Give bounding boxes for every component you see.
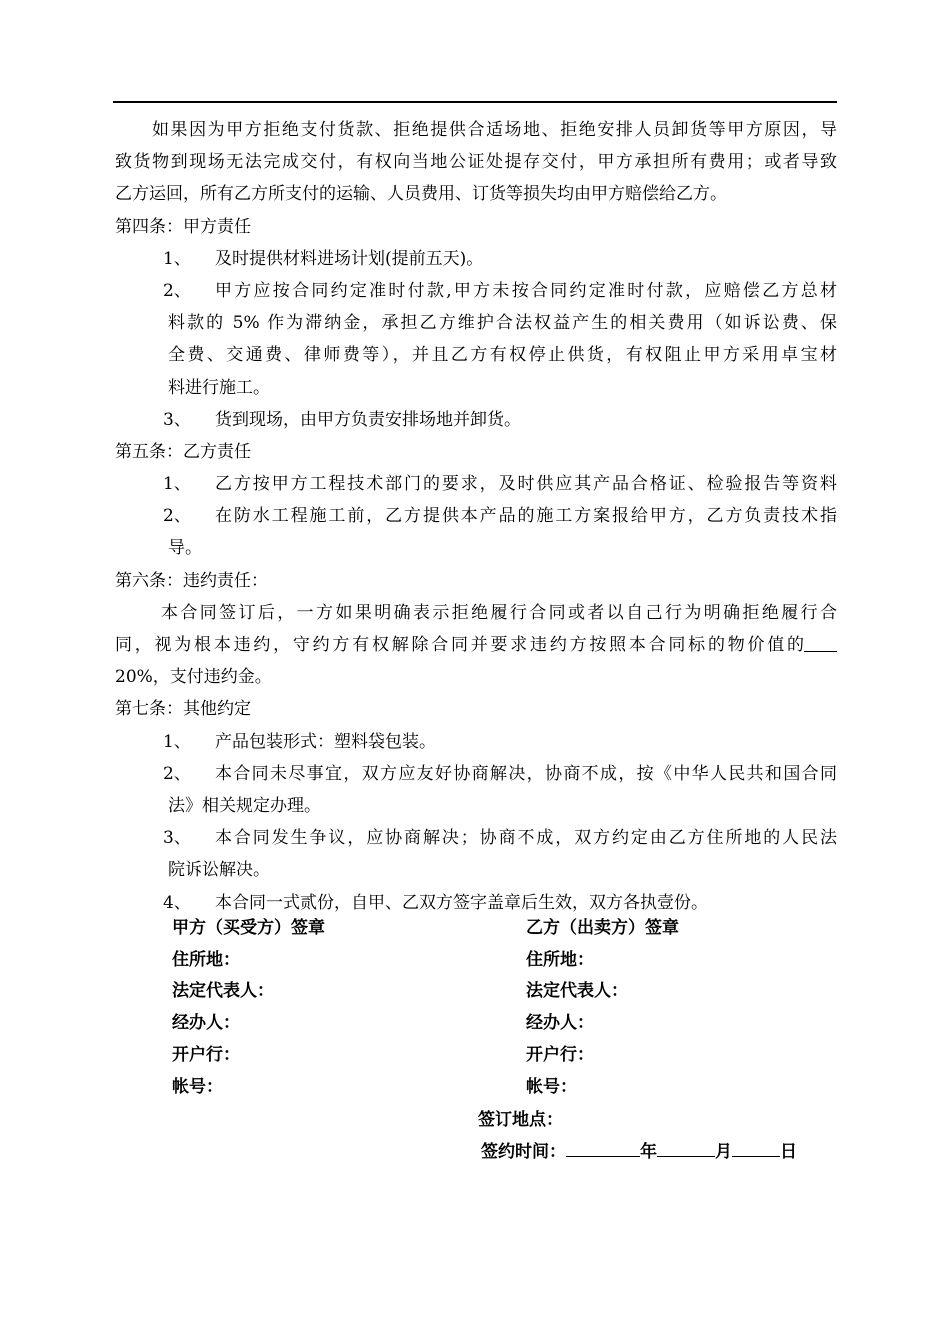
item-text: 本合同一式贰份，自甲、乙双方签字盖章后生效，双方各执壹份。 <box>215 892 708 913</box>
party-b-signature <box>526 913 679 1103</box>
list-item <box>115 758 837 790</box>
item-number: 1、 <box>163 474 191 495</box>
article-6-line: 本合同签订后，一方如果明确表示拒绝履行合同或者以自己行为明确拒绝履行合 <box>161 602 837 623</box>
party-a-account: 帐号： <box>172 1076 223 1097</box>
signing-place: 签订地点： <box>478 1110 563 1130</box>
intro-line: 乙方运回，所有乙方所支付的运输、人员费用、订货等损失均由甲方赔偿给乙方。 <box>115 184 727 205</box>
year-blank <box>566 1138 640 1157</box>
article-6-line-blank <box>115 629 837 661</box>
article-6-title: 第六条：违约责任： <box>115 570 268 591</box>
list-item <box>115 822 837 854</box>
item-number: 2、 <box>163 280 191 301</box>
fill-blank <box>804 633 837 652</box>
item-text: 本合同未尽事宜，双方应友好协商解决，协商不成，按《中华人民共和国合同 <box>215 763 837 784</box>
item-text: 本合同发生争议，应协商解决；协商不成，双方约定由乙方住所地的人民法 <box>215 828 837 849</box>
list-item <box>115 404 837 436</box>
party-b-address: 住所地： <box>526 949 594 970</box>
intro-line: 致货物到现场无法完成交付，有权向当地公证处提存交付，甲方承担所有费用；或者导致 <box>115 152 837 173</box>
item-number: 4、 <box>163 892 191 913</box>
item-text: 甲方应按合同约定准时付款,甲方未按合同约定准时付款，应赔偿乙方总材 <box>215 280 837 301</box>
item-text: 料进行施工。 <box>168 377 270 398</box>
item-text: 产品包装形式：塑料袋包装。 <box>215 731 436 752</box>
item-text: 料款的 5% 作为滞纳金，承担乙方维护合法权益产生的相关费用（如诉讼费、保 <box>168 313 837 334</box>
item-text: 及时提供材料进场计划(提前五天)。 <box>215 248 484 269</box>
item-text: 院诉讼解决。 <box>168 860 270 881</box>
party-a-title: 甲方（买受方）签章 <box>172 918 325 938</box>
article-7-title: 第七条：其他约定 <box>115 699 251 720</box>
party-b-title: 乙方（出卖方）签章 <box>526 918 679 938</box>
article-6-line: 20%，支付违约金。 <box>115 667 272 688</box>
list-item <box>115 275 837 307</box>
year-label: 年 <box>640 1142 657 1162</box>
list-item <box>115 468 837 500</box>
list-item <box>115 726 837 758</box>
party-a-agent: 经办人： <box>172 1013 240 1034</box>
party-b-legal-rep: 法定代表人： <box>526 981 628 1002</box>
article-4-title: 第四条：甲方责任 <box>115 216 251 237</box>
day-label: 日 <box>780 1142 797 1162</box>
item-number: 1、 <box>163 731 191 752</box>
day-blank <box>732 1138 780 1157</box>
item-number: 2、 <box>163 506 191 527</box>
signing-time-label: 签约时间： <box>481 1142 566 1162</box>
article-6-line: 同，视为根本违约，守约方有权解除合同并要求违约方按照本合同标的物价值的 <box>115 635 804 655</box>
item-text: 货到现场，由甲方负责安排场地并卸货。 <box>215 409 521 430</box>
signing-time <box>481 1137 797 1169</box>
article-5-title: 第五条：乙方责任 <box>115 441 251 462</box>
item-text: 在防水工程施工前，乙方提供本产品的施工方案报给甲方，乙方负责技术指 <box>215 506 837 527</box>
month-label: 月 <box>715 1142 732 1162</box>
list-item <box>115 500 837 532</box>
item-number: 1、 <box>163 248 191 269</box>
item-text: 法》相关规定办理。 <box>168 795 321 816</box>
item-number: 3、 <box>163 409 191 430</box>
party-a-bank: 开户行： <box>172 1044 240 1065</box>
item-text: 乙方按甲方工程技术部门的要求，及时供应其产品合格证、检验报告等资料 <box>215 474 837 495</box>
party-b-bank: 开户行： <box>526 1044 594 1065</box>
party-a-address: 住所地： <box>172 949 240 970</box>
item-number: 3、 <box>163 828 191 849</box>
party-a-signature <box>172 913 325 1103</box>
item-text: 全费、交通费、律师费等），并且乙方有权停止供货，有权阻止甲方采用卓宝材 <box>168 345 837 366</box>
list-item <box>115 243 837 275</box>
party-a-legal-rep: 法定代表人： <box>172 981 274 1002</box>
intro-line: 如果因为甲方拒绝支付货款、拒绝提供合适场地、拒绝安排人员卸货等甲方原因，导 <box>152 120 837 140</box>
item-text: 导。 <box>168 538 202 559</box>
header-rule <box>113 101 837 103</box>
month-blank <box>657 1138 715 1157</box>
contract-body <box>115 114 837 919</box>
party-b-agent: 经办人： <box>526 1013 594 1034</box>
party-b-account: 帐号： <box>526 1076 577 1097</box>
item-number: 2、 <box>163 763 191 784</box>
